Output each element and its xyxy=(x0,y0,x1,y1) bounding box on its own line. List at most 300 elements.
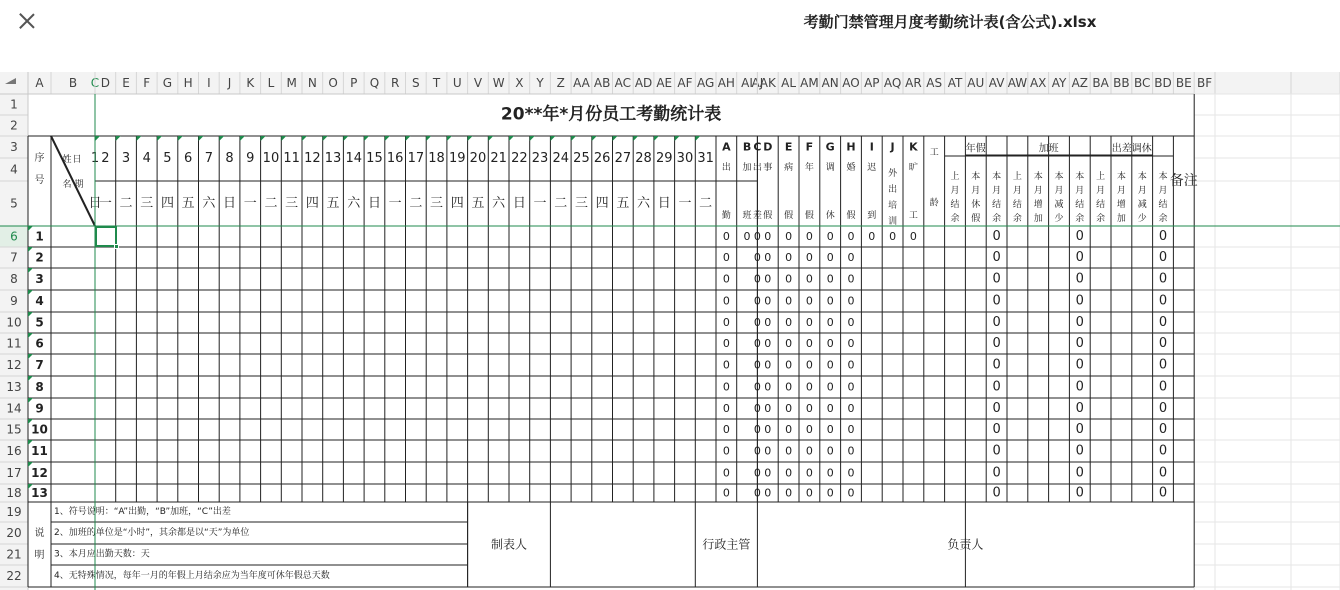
weekday-label: 三 xyxy=(140,196,154,211)
trip-header: 出差调休 xyxy=(1111,143,1152,155)
column-header-AW[interactable]: AW xyxy=(1007,76,1028,90)
code-label: 旷 xyxy=(908,163,918,173)
sub-header: 结 xyxy=(950,200,960,210)
column-header-AY[interactable]: AY xyxy=(1051,76,1067,90)
value-cell: 0 xyxy=(826,272,834,286)
column-header-W[interactable]: W xyxy=(492,76,505,90)
column-header-B[interactable]: B xyxy=(68,76,78,90)
code-letter: I xyxy=(869,140,874,154)
value-cell: 0 xyxy=(785,272,793,286)
sub-header: 结 xyxy=(992,200,1002,210)
day-number: 30 xyxy=(676,151,694,166)
note-line: 3、本月应出勤天数：天 xyxy=(54,549,150,560)
column-header-L[interactable]: L xyxy=(267,76,275,90)
column-header-F[interactable]: F xyxy=(143,76,151,90)
column-header-T[interactable]: T xyxy=(432,76,441,90)
comment-marker xyxy=(28,376,33,381)
column-header-AP[interactable]: AP xyxy=(864,76,880,90)
column-header-D[interactable]: D xyxy=(100,76,110,90)
sub-header: 月 xyxy=(1054,186,1064,196)
day-number: 26 xyxy=(593,151,611,166)
code-letter: C xyxy=(753,140,762,154)
weekday-label: 二 xyxy=(699,196,713,211)
comment-marker xyxy=(157,136,162,141)
seq-number: 5 xyxy=(35,315,44,330)
column-header-AS[interactable]: AS xyxy=(926,76,943,90)
day-number: 24 xyxy=(552,151,570,166)
note-line: 2、加班的单位是“小时”，其余都是以“天”为单位 xyxy=(54,528,250,538)
annual-leave-header: 年假 xyxy=(965,143,986,155)
value-cell: 0 xyxy=(805,402,813,415)
code-label: 勤 xyxy=(721,211,731,221)
row-header-17[interactable]: 17 xyxy=(6,466,22,480)
comment-marker xyxy=(509,136,514,141)
code-label: 到 xyxy=(867,211,877,221)
column-header-AH[interactable]: AH xyxy=(717,76,735,90)
column-header-V[interactable]: V xyxy=(473,76,483,90)
weekday-label: 日 xyxy=(512,196,526,211)
day-number: 8 xyxy=(225,151,234,166)
day-number: 29 xyxy=(655,151,673,166)
seniority-header: 龄 xyxy=(929,198,939,209)
row-header-18[interactable]: 18 xyxy=(6,486,22,500)
value-cell: 0 xyxy=(764,486,772,500)
code-label: 出 xyxy=(752,163,762,173)
code-letter: D xyxy=(763,140,773,154)
column-header-AN[interactable]: AN xyxy=(821,76,839,90)
column-header-AF[interactable]: AF xyxy=(677,76,693,90)
seq-header: 号 xyxy=(34,175,45,186)
value-cell: 0 xyxy=(805,486,813,500)
comment-marker xyxy=(654,136,659,141)
diagonal-divider xyxy=(51,136,95,226)
row-header-22[interactable]: 22 xyxy=(6,569,22,583)
value-cell: 0 xyxy=(722,423,730,436)
row-header-6[interactable]: 6 xyxy=(10,229,18,244)
column-header-K[interactable]: K xyxy=(246,76,255,90)
code-label: 年 xyxy=(804,163,814,173)
row-header-20[interactable]: 20 xyxy=(6,526,22,540)
weekday-label: 五 xyxy=(326,196,340,211)
column-header-AZ[interactable]: AZ xyxy=(1071,76,1089,90)
column-header-AR[interactable]: AR xyxy=(905,76,922,90)
row-header-9[interactable]: 9 xyxy=(10,294,18,308)
value-cell: 0 xyxy=(764,251,772,264)
column-header-E[interactable]: E xyxy=(122,76,130,90)
value-cell: 0 xyxy=(805,230,813,243)
seq-number: 9 xyxy=(35,401,44,416)
code-label: 加 xyxy=(742,163,752,173)
value-cell: 0 xyxy=(992,229,1001,244)
value-cell: 0 xyxy=(1158,229,1168,244)
code-label: 外 xyxy=(888,169,898,179)
code-letter: G xyxy=(825,140,835,154)
value-cell: 0 xyxy=(764,444,772,458)
comment-marker xyxy=(219,136,224,141)
value-cell: 0 xyxy=(753,402,761,415)
weekday-label: 二 xyxy=(264,196,278,211)
value-cell: 0 xyxy=(847,466,855,480)
value-cell: 0 xyxy=(1075,401,1084,416)
value-cell: 0 xyxy=(826,402,834,415)
sub-header: 余 xyxy=(950,214,960,224)
comment-marker xyxy=(28,312,33,317)
column-header-BF[interactable]: BF xyxy=(1197,76,1213,90)
value-cell: 0 xyxy=(1158,485,1168,501)
day-number: 11 xyxy=(283,151,300,166)
diag-label-date: 日 xyxy=(72,155,82,165)
sub-header: 本 xyxy=(1116,172,1126,182)
column-header-C[interactable]: C xyxy=(90,76,100,90)
row-header-16[interactable]: 16 xyxy=(6,444,22,458)
column-header-AU[interactable]: AU xyxy=(967,76,985,90)
sub-header: 本 xyxy=(1054,172,1064,182)
row-header-7[interactable]: 7 xyxy=(10,250,18,265)
weekday-label: 日 xyxy=(367,196,381,211)
weekday-label: 五 xyxy=(616,196,630,211)
overtime-header: 加班 xyxy=(1038,143,1059,155)
value-cell: 0 xyxy=(1075,422,1084,437)
value-cell: 0 xyxy=(785,444,793,458)
seniority-header: 工 xyxy=(929,148,939,158)
row-header-5[interactable]: 5 xyxy=(10,196,18,211)
day-number: 7 xyxy=(204,151,213,166)
column-header-AJ[interactable]: AJ xyxy=(751,76,764,90)
column-header-AX[interactable]: AX xyxy=(1029,76,1047,90)
note-line: 1、符号说明：“A”出勤，“B”加班，“C”出差 xyxy=(54,507,231,517)
value-cell: 0 xyxy=(847,380,855,394)
seq-number: 10 xyxy=(31,422,48,437)
column-header-BB[interactable]: BB xyxy=(1113,76,1130,90)
column-header-S[interactable]: S xyxy=(412,76,420,90)
value-cell: 0 xyxy=(722,251,730,264)
column-header-BA[interactable]: BA xyxy=(1092,76,1109,90)
code-letter: F xyxy=(805,140,814,154)
value-cell: 0 xyxy=(992,293,1001,309)
sub-header: 本 xyxy=(1075,172,1085,182)
day-number: 13 xyxy=(324,151,342,166)
value-cell: 0 xyxy=(1158,293,1168,309)
row-header-8[interactable]: 8 xyxy=(10,272,18,286)
value-cell: 0 xyxy=(1075,315,1084,330)
value-cell: 0 xyxy=(722,272,730,286)
value-cell: 0 xyxy=(753,358,761,372)
comment-marker xyxy=(28,333,33,338)
comment-marker xyxy=(613,136,618,141)
value-cell: 0 xyxy=(753,337,761,350)
value-cell: 0 xyxy=(1158,422,1168,437)
comment-marker xyxy=(240,136,245,141)
column-header-AG[interactable]: AG xyxy=(697,76,715,90)
notes-label: 说 xyxy=(34,528,45,539)
column-header-P[interactable]: P xyxy=(350,76,358,90)
value-cell: 0 xyxy=(785,486,793,500)
day-number: 20 xyxy=(469,151,487,166)
value-cell: 0 xyxy=(826,316,834,329)
value-cell: 0 xyxy=(785,380,793,394)
value-cell: 0 xyxy=(805,251,813,264)
fill-handle[interactable] xyxy=(114,244,119,249)
weekday-label: 二 xyxy=(119,196,133,211)
column-header-N[interactable]: N xyxy=(307,76,317,90)
value-cell: 0 xyxy=(847,294,855,308)
column-header-AO[interactable]: AO xyxy=(842,76,860,90)
weekday-label: 日 xyxy=(223,196,237,211)
column-header-H[interactable]: H xyxy=(183,76,193,90)
day-number: 6 xyxy=(184,151,193,166)
sub-header: 本 xyxy=(971,172,981,182)
value-cell: 0 xyxy=(847,358,855,372)
value-cell: 0 xyxy=(1075,357,1084,373)
row-header-11[interactable]: 11 xyxy=(6,336,22,351)
value-cell: 0 xyxy=(785,337,793,350)
value-cell: 0 xyxy=(826,358,834,372)
sub-header: 上 xyxy=(950,172,960,182)
row-header-1[interactable]: 1 xyxy=(10,97,18,112)
day-number: 17 xyxy=(407,151,425,166)
sub-header: 月 xyxy=(950,186,960,196)
code-letter: J xyxy=(890,140,895,154)
value-cell: 0 xyxy=(785,251,793,264)
code-label: 假 xyxy=(804,211,814,221)
column-header-AE[interactable]: AE xyxy=(656,76,673,90)
value-cell: 0 xyxy=(992,401,1001,416)
comment-marker xyxy=(28,247,33,252)
weekday-label: 三 xyxy=(574,196,588,211)
code-label: 差 xyxy=(752,211,762,221)
day-number: 14 xyxy=(345,151,363,166)
weekday-label: 六 xyxy=(202,196,216,211)
comment-marker xyxy=(95,136,100,141)
day-number: 4 xyxy=(142,151,151,166)
value-cell: 0 xyxy=(847,230,855,243)
day-number: 5 xyxy=(163,151,172,166)
value-cell: 0 xyxy=(1158,401,1168,416)
column-header-AC[interactable]: AC xyxy=(614,76,632,90)
comment-marker xyxy=(343,136,348,141)
column-header-I[interactable]: I xyxy=(207,76,211,90)
code-label: 假 xyxy=(784,211,794,221)
value-cell: 0 xyxy=(722,402,730,415)
sub-header: 上 xyxy=(1012,172,1022,182)
seq-number: 12 xyxy=(31,466,48,480)
row-header-3[interactable]: 3 xyxy=(10,140,18,154)
value-cell: 0 xyxy=(847,316,855,329)
value-cell: 0 xyxy=(992,271,1001,287)
day-number: 1 xyxy=(90,151,100,166)
row-header-19[interactable]: 19 xyxy=(6,505,22,519)
code-letter: E xyxy=(784,140,793,154)
weekday-label: 三 xyxy=(285,196,299,211)
weekday-label: 三 xyxy=(430,196,444,211)
column-header-AQ[interactable]: AQ xyxy=(883,76,902,90)
value-cell: 0 xyxy=(805,294,813,308)
value-cell: 0 xyxy=(722,466,730,480)
diag-label-date: 期 xyxy=(74,180,84,190)
comment-marker xyxy=(28,398,33,403)
value-cell: 0 xyxy=(764,466,772,480)
column-header-J[interactable]: J xyxy=(227,76,232,90)
column-header-Q[interactable]: Q xyxy=(369,76,380,90)
sub-header: 余 xyxy=(1096,214,1106,224)
value-cell: 0 xyxy=(1075,250,1084,265)
column-header-AD[interactable]: AD xyxy=(634,76,653,90)
value-cell: 0 xyxy=(764,423,772,436)
column-header-X[interactable]: X xyxy=(515,76,524,90)
value-cell: 0 xyxy=(805,337,813,350)
comment-marker xyxy=(385,136,390,141)
value-cell: 0 xyxy=(1075,379,1084,395)
sub-header: 结 xyxy=(1012,200,1022,210)
comment-marker xyxy=(488,136,493,141)
day-number: 21 xyxy=(490,151,507,166)
weekday-label: 日 xyxy=(657,196,671,211)
column-header-BE[interactable]: BE xyxy=(1175,76,1192,90)
column-header-A[interactable]: A xyxy=(35,76,44,90)
sub-header: 增 xyxy=(1116,200,1126,210)
comment-marker xyxy=(695,136,700,141)
sub-header: 本 xyxy=(1137,172,1147,182)
comment-marker xyxy=(675,136,680,141)
value-cell: 0 xyxy=(764,272,772,286)
value-cell: 0 xyxy=(1158,465,1168,481)
column-header-AB[interactable]: AB xyxy=(593,76,611,90)
code-label: 训 xyxy=(888,217,898,227)
code-label: 假 xyxy=(763,211,773,221)
sub-header: 余 xyxy=(992,214,1002,224)
row-header-4[interactable]: 4 xyxy=(10,162,18,177)
code-letter: H xyxy=(846,140,856,154)
value-cell: 0 xyxy=(847,444,855,458)
sub-header: 加 xyxy=(1116,214,1126,224)
column-header-BC[interactable]: BC xyxy=(1133,76,1151,90)
day-number: 10 xyxy=(262,151,280,166)
seq-number: 11 xyxy=(31,444,48,458)
sub-header: 余 xyxy=(1012,214,1022,224)
sub-header: 少 xyxy=(1054,214,1064,224)
day-number: 27 xyxy=(614,151,632,166)
value-cell: 0 xyxy=(722,294,730,308)
code-label: 班 xyxy=(742,211,752,221)
code-label: 迟 xyxy=(867,163,877,173)
weekday-label: 一 xyxy=(388,196,402,211)
comment-marker xyxy=(178,136,183,141)
row-header-12[interactable]: 12 xyxy=(6,358,22,372)
value-cell: 0 xyxy=(764,358,772,372)
value-cell: 0 xyxy=(1075,271,1084,287)
value-cell: 0 xyxy=(753,444,761,458)
column-header-U[interactable]: U xyxy=(452,76,462,90)
column-header-Y[interactable]: Y xyxy=(536,76,544,90)
column-header-AA[interactable]: AA xyxy=(573,76,590,90)
sheet-title: 20**年*月份员工考勤统计表 xyxy=(500,104,722,125)
value-cell: 0 xyxy=(743,230,751,243)
column-header-AK[interactable]: AK xyxy=(759,76,776,90)
sub-header: 减 xyxy=(1054,200,1064,210)
value-cell: 0 xyxy=(753,423,761,436)
owner-label: 负责人 xyxy=(947,537,984,552)
day-number: 22 xyxy=(511,151,528,166)
value-cell: 0 xyxy=(764,294,772,308)
day-number: 3 xyxy=(121,151,131,166)
sub-header: 增 xyxy=(1033,200,1043,210)
column-header-AT[interactable]: AT xyxy=(947,76,963,90)
comment-marker xyxy=(28,290,33,295)
value-cell: 0 xyxy=(847,272,855,286)
comment-marker xyxy=(323,136,328,141)
code-label: 休 xyxy=(825,211,835,221)
value-cell: 0 xyxy=(992,379,1001,395)
column-header-Z[interactable]: Z xyxy=(556,76,565,90)
value-cell: 0 xyxy=(785,466,793,480)
code-letter: K xyxy=(909,140,918,154)
comment-marker xyxy=(426,136,431,141)
column-header-AV[interactable]: AV xyxy=(988,76,1005,90)
seq-number: 6 xyxy=(35,336,44,351)
row-header-10[interactable]: 10 xyxy=(6,315,22,330)
row-header-15[interactable]: 15 xyxy=(6,422,22,437)
value-cell: 0 xyxy=(722,230,730,243)
weekday-label: 六 xyxy=(492,196,506,211)
sub-header: 结 xyxy=(1096,200,1106,210)
sub-header: 余 xyxy=(1075,214,1085,224)
column-header-AI[interactable]: AI xyxy=(741,76,753,90)
code-label: 出 xyxy=(721,163,731,173)
value-cell: 0 xyxy=(722,444,730,458)
value-cell: 0 xyxy=(992,422,1001,437)
code-label: 培 xyxy=(888,201,898,211)
value-cell: 0 xyxy=(753,230,761,243)
row-header-21[interactable]: 21 xyxy=(6,547,22,562)
value-cell: 0 xyxy=(1158,250,1168,265)
comment-marker xyxy=(199,136,204,141)
comment-marker xyxy=(406,136,411,141)
column-header-M[interactable]: M xyxy=(286,76,297,90)
weekday-label: 六 xyxy=(347,196,361,211)
sub-header: 月 xyxy=(971,186,981,196)
comment-marker xyxy=(364,136,369,141)
value-cell: 0 xyxy=(805,444,813,458)
value-cell: 0 xyxy=(753,316,761,329)
value-cell: 0 xyxy=(889,230,897,243)
value-cell: 0 xyxy=(992,443,1001,459)
comment-marker xyxy=(468,136,473,141)
sub-header: 本 xyxy=(1158,172,1168,182)
column-header-R[interactable]: R xyxy=(390,76,400,90)
value-cell: 0 xyxy=(992,250,1001,265)
comment-marker xyxy=(116,136,121,141)
value-cell: 0 xyxy=(785,402,793,415)
day-number: 23 xyxy=(531,151,549,166)
column-header-AM[interactable]: AM xyxy=(800,76,819,90)
row-header-2[interactable]: 2 xyxy=(10,118,18,133)
column-header-O[interactable]: O xyxy=(328,76,338,90)
value-cell: 0 xyxy=(992,465,1001,481)
column-header-BD[interactable]: BD xyxy=(1154,76,1172,90)
column-header-AL[interactable]: AL xyxy=(781,76,797,90)
seq-number: 3 xyxy=(35,272,44,286)
value-cell: 0 xyxy=(826,337,834,350)
column-header-G[interactable]: G xyxy=(162,76,173,90)
value-cell: 0 xyxy=(785,358,793,372)
row-header-13[interactable]: 13 xyxy=(6,380,22,394)
sub-header: 月 xyxy=(1158,186,1168,196)
value-cell: 0 xyxy=(753,380,761,394)
comment-marker xyxy=(136,136,141,141)
row-header-14[interactable]: 14 xyxy=(6,401,22,416)
sub-header: 月 xyxy=(1075,186,1085,196)
sub-header: 本 xyxy=(1033,172,1043,182)
